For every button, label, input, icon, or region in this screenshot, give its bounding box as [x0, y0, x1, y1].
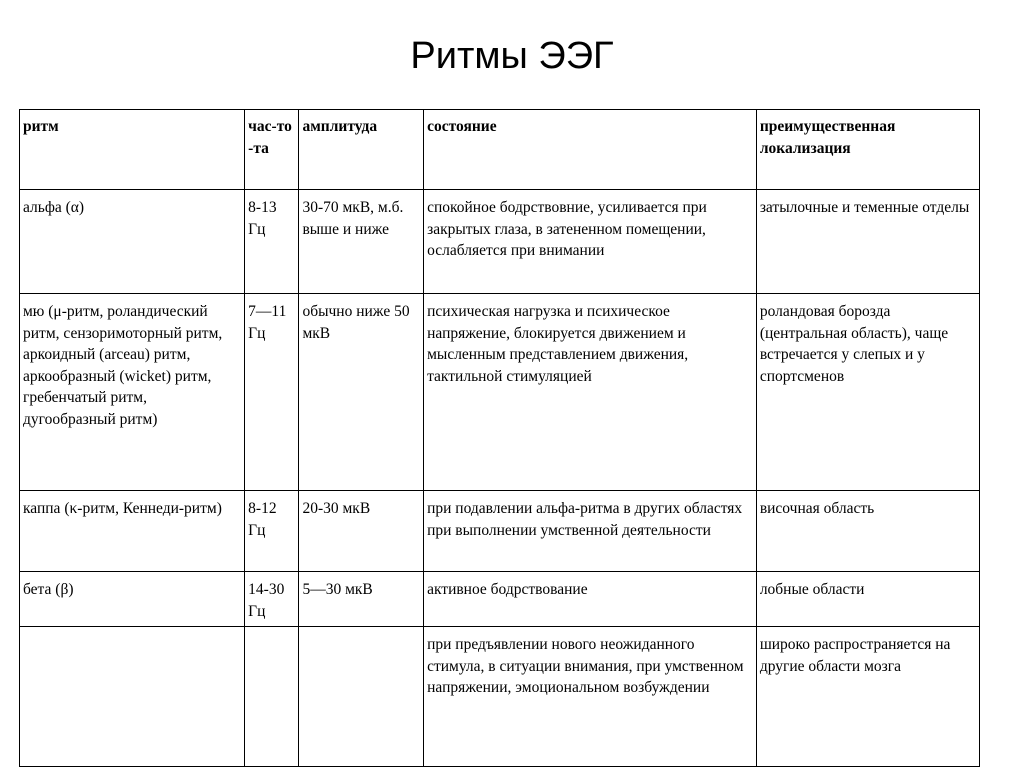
cell-localization: лобные области	[756, 572, 979, 627]
cell-state: психическая нагрузка и психическое напряжение, блокируется движением и мысленным представлением движения, тактильной стимуляцией	[424, 294, 757, 491]
header-frequency: час-то -та	[245, 110, 299, 190]
cell-amplitude: обычно ниже 50 мкВ	[299, 294, 424, 491]
cell-frequency-continued	[245, 627, 299, 767]
cell-rhythm: каппа (κ-ритм, Кеннеди-ритм)	[20, 491, 245, 572]
cell-amplitude-continued	[299, 627, 424, 767]
cell-frequency: 14-30 Гц	[245, 572, 299, 627]
header-amplitude: амплитуда	[299, 110, 424, 190]
cell-state: активное бодрствование	[424, 572, 757, 627]
table-row	[20, 294, 980, 491]
cell-amplitude: 30-70 мкВ, м.б. выше и ниже	[299, 190, 424, 294]
page-title: Ритмы ЭЭГ	[410, 35, 614, 77]
cell-localization: роландовая борозда (центральная область), чаще встречается у слепых и у спортсменов	[756, 294, 979, 491]
table-row	[20, 572, 980, 627]
cell-state: при предъявлении нового неожиданного стимула, в ситуации внимания, при умственном напряжении, эмоциональном возбуждении	[424, 627, 757, 767]
cell-rhythm-continued	[20, 627, 245, 767]
table-row	[20, 627, 980, 767]
header-state: состояние	[424, 110, 757, 190]
cell-frequency: 7—11 Гц	[245, 294, 299, 491]
cell-amplitude: 5—30 мкВ	[299, 572, 424, 627]
cell-state: спокойное бодрствовние, усиливается при закрытых глаза, в затененном помещении, ослабляется при внимании	[424, 190, 757, 294]
eeg-rhythms-table	[19, 109, 980, 767]
cell-frequency: 8-12 Гц	[245, 491, 299, 572]
table-row	[20, 491, 980, 572]
header-rhythm: ритм	[20, 110, 245, 190]
header-localization: преимущественная локализация	[756, 110, 979, 190]
cell-frequency: 8-13 Гц	[245, 190, 299, 294]
table-header-row	[20, 110, 980, 190]
cell-rhythm: бета (β)	[20, 572, 245, 627]
cell-amplitude: 20-30 мкВ	[299, 491, 424, 572]
cell-state: при подавлении альфа-ритма в других областях при выполнении умственной деятельности	[424, 491, 757, 572]
cell-localization: широко распространяется на другие области мозга	[756, 627, 979, 767]
cell-rhythm: альфа (α)	[20, 190, 245, 294]
table-row	[20, 190, 980, 294]
cell-localization: затылочные и теменные отделы	[756, 190, 979, 294]
cell-rhythm: мю (μ-ритм, роландический ритм, сензоримоторный ритм, аркоидный (arceau) ритм, аркообразный (wicket) ритм, гребенчатый ритм, дугообразный ритм)	[20, 294, 245, 491]
cell-localization: височная область	[756, 491, 979, 572]
